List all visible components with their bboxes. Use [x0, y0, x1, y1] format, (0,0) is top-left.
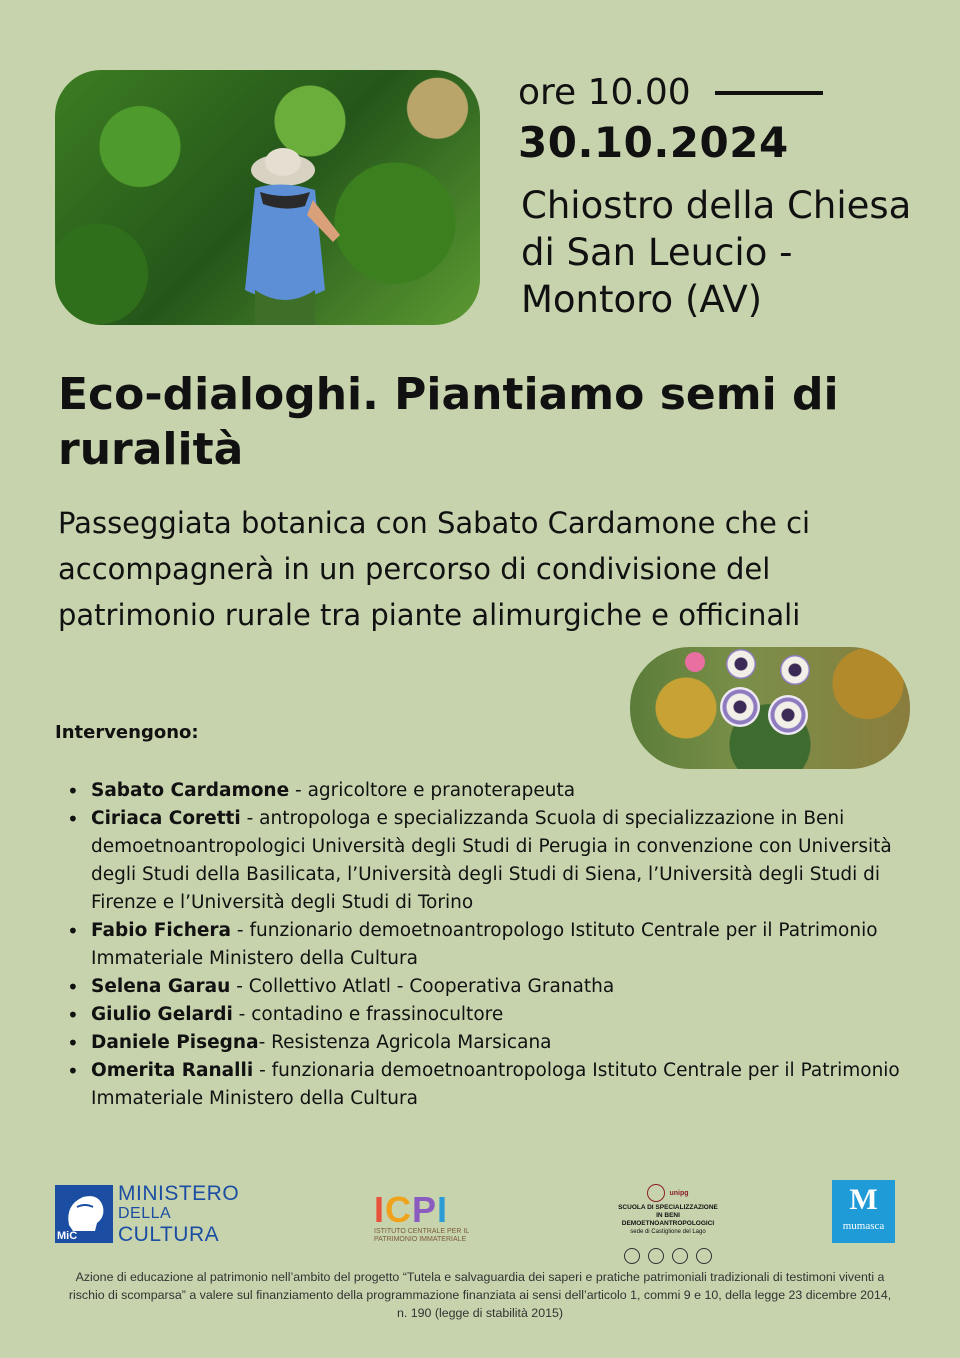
speaker-name: Omerita Ranalli	[91, 1060, 254, 1081]
list-item	[91, 805, 921, 917]
mic-line: MINISTERO	[118, 1182, 240, 1205]
scuola-name: SCUOLA DI SPECIALIZZAZIONE	[618, 1204, 718, 1211]
speaker-role: - contadino e frassinocultore	[232, 1004, 504, 1025]
list-item	[91, 973, 921, 1001]
mumasca-mark: M	[849, 1183, 878, 1216]
speaker-name: Daniele Pisegna	[91, 1032, 259, 1053]
funding-note: Azione di educazione al patrimonio nell’ambito del progetto “Tutela e salvaguardia dei saperi e pratiche patrimoniali tradizionali di testimoni viventi a rischio di scomparsa” a valere sul finanziamento della programmazione finanziata ai sensi dell’articolo 1, commi 9 e 10, della legge 23 dicembre 2014, n. 190 (legge di stabilità 2015)	[68, 1270, 892, 1320]
event-title: Eco-dialoghi. Piantiamo semi di ruralità	[58, 369, 839, 475]
speaker-name: Selena Garau	[91, 976, 231, 997]
icpi-wordmark: ICPI	[374, 1189, 449, 1230]
icpi-subtitle: PATRIMONIO IMMATERIALE	[374, 1236, 467, 1243]
mic-badge: MiC	[57, 1230, 78, 1242]
person-illustration	[215, 140, 345, 325]
list-item	[91, 777, 921, 805]
speaker-role: - Collettivo Atlatl - Cooperativa Granatha	[230, 976, 615, 997]
mumasca-logo	[832, 1180, 895, 1243]
flower-illustration	[685, 652, 705, 672]
unipg-label: unipg	[669, 1189, 689, 1197]
speaker-name: Fabio Fichera	[91, 920, 232, 941]
ministero-cultura-logo	[55, 1182, 239, 1246]
mumasca-name: mumasca	[842, 1220, 885, 1232]
speaker-role: - Resistenza Agricola Marsicana	[258, 1032, 552, 1053]
flower-illustration	[720, 687, 760, 727]
mic-line: CULTURA	[118, 1223, 220, 1246]
speaker-role: - antropologa e specializzanda Scuola di specializzazione in Beni demoetnoantropologici Università degli Studi di Perugia in convenzione con Università degli Studi della Basilicata, l’Università degli Studi di Siena, l’Università degli Studi di Firenze e l’Università degli Studi di Torino	[91, 808, 892, 913]
scuola-specializzazione-logo	[612, 1182, 724, 1264]
event-photo-botanist	[55, 70, 480, 325]
speaker-name: Sabato Cardamone	[91, 780, 290, 801]
speaker-role: - funzionario demoetnoantropologo Istituto Centrale per il Patrimonio Immateriale Ministero della Cultura	[91, 920, 878, 969]
speaker-role: - agricoltore e pranoterapeuta	[289, 780, 576, 801]
event-date: 30.10.2024	[518, 118, 789, 167]
scuola-emblems	[612, 1182, 724, 1204]
venue-line: Chiostro della Chiesa	[521, 184, 912, 227]
speakers-list	[55, 777, 921, 1113]
university-seals	[612, 1248, 724, 1264]
speaker-name: Giulio Gelardi	[91, 1004, 233, 1025]
list-item	[91, 1001, 921, 1029]
seal-icon	[624, 1248, 640, 1264]
scuola-name: IN BENI DEMOETNOANTROPOLOGICI	[621, 1212, 715, 1227]
mic-line: DELLA	[118, 1205, 172, 1222]
icpi-logo	[374, 1189, 470, 1244]
event-time: ore 10.00	[518, 72, 691, 113]
flowers-photo	[630, 647, 910, 769]
speaker-name: Ciriaca Coretti	[91, 808, 241, 829]
list-item	[91, 917, 921, 973]
seal-icon	[696, 1248, 712, 1264]
speakers-heading: Intervengono:	[55, 722, 199, 743]
icpi-subtitle: ISTITUTO CENTRALE PER IL	[374, 1228, 470, 1235]
list-item	[91, 1057, 921, 1113]
mic-wordmark	[118, 1182, 239, 1246]
seal-icon	[647, 1184, 665, 1202]
event-time-row	[518, 72, 823, 113]
list-item	[91, 1029, 921, 1057]
flower-illustration	[726, 649, 756, 679]
seal-icon	[648, 1248, 664, 1264]
flower-illustration	[780, 655, 810, 685]
event-venue	[521, 182, 911, 323]
time-divider-line	[715, 91, 823, 95]
speaker-role: - funzionaria demoetnoantropologa Istituto Centrale per il Patrimonio Immateriale Ministero della Cultura	[91, 1060, 900, 1109]
event-description: Passeggiata botanica con Sabato Cardamone che ci accompagnerà in un percorso di condivisione del patrimonio rurale tra piante alimurgiche e officinali	[58, 506, 811, 632]
venue-line: di San Leucio -	[521, 231, 793, 274]
seal-icon	[672, 1248, 688, 1264]
flower-illustration	[768, 695, 808, 735]
scuola-sede: sede di Castiglione del Lago	[630, 1229, 706, 1235]
venue-line: Montoro (AV)	[521, 278, 763, 321]
mic-emblem	[55, 1185, 113, 1243]
